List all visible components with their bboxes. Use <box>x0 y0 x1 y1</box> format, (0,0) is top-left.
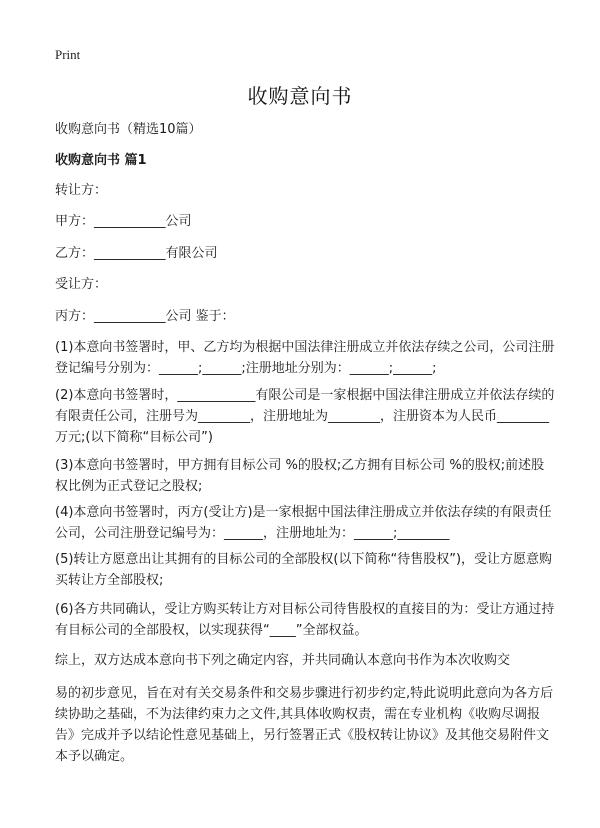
clause-2: (2)本意向书签署时，____________有限公司是一家根据中国法律注册成立并依法存续的有限责任公司，注册号为________，注册地址为________，注册资本为人民币________万元;(以下简称“目标公司”) <box>55 388 555 445</box>
clause-4: (4)本意向书签署时，丙方(受让方)是一家根据中国法律注册成立并依法存续的有限责任公司，公司注册登记编号为：______，注册地址为：______;________ <box>55 505 552 541</box>
transferor-label: 转让方： <box>55 183 108 198</box>
print-link[interactable]: Print <box>55 47 81 62</box>
party-c-line: 丙方：___________公司 鉴于： <box>55 309 235 324</box>
document-subtitle: 收购意向书（精选10篇） <box>55 122 202 137</box>
summary-line: 综上，双方达成本意向书下列之确定内容，并共同确认本意向书作为本次收购交 <box>55 653 511 668</box>
clause-3: (3)本意向书签署时，甲方拥有目标公司 %的股权;乙方拥有目标公司 %的股权;前述股权比例为正式登记之股权; <box>55 458 545 494</box>
party-b-line: 乙方：___________有限公司 <box>55 246 218 261</box>
party-a-line: 甲方：___________公司 <box>55 214 192 229</box>
transferee-label: 受让方： <box>55 277 108 292</box>
section-heading: 收购意向书 篇1 <box>55 153 147 168</box>
clause-6: (6)各方共同确认，受让方购买转让方对目标公司待售股权的直接目的为：受让方通过持有目标公司的全部股权，以实现获得“____”全部权益。 <box>55 602 555 638</box>
clause-5: (5)转让方愿意出让其拥有的目标公司的全部股权(以下简称“待售股权”)，受让方愿意购买转让方全部股权; <box>55 552 553 588</box>
document-title: 收购意向书 <box>247 84 353 108</box>
summary-continuation: 易的初步意见，旨在对有关交易条件和交易步骤进行初步约定,特此说明此意向为各方后续协助之基础，不为法律约束力之文件,其具体收购权责，需在专业机构《收购尽调报告》完成并予以结论性意见基础上，另行签署正式《股权转让协议》及其他交易附件文本予以确定。 <box>55 686 554 764</box>
clause-1: (1)本意向书签署时，甲、乙方均为根据中国法律注册成立并依法存续之公司，公司注册登记编号分别为：______;______;注册地址分别为：______;______; <box>55 340 555 376</box>
